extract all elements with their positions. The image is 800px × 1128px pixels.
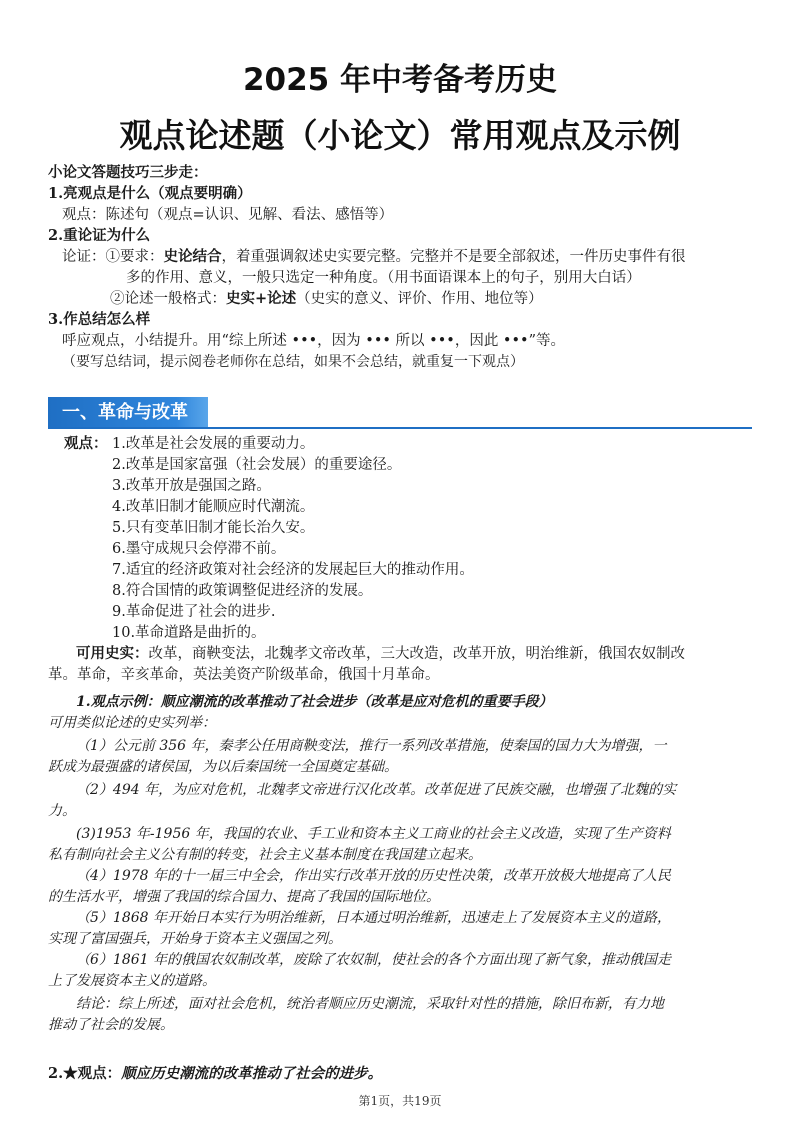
example1-p3a: (3)1953 年-1956 年，我国的农业、手工业和资本主义工商业的社会主义改造，实现了生产资料: [76, 826, 671, 842]
example2-prefix: 2.★观点：: [48, 1065, 122, 1082]
req-bold: 史论结合: [163, 248, 222, 265]
example1-conclusion-b: 推动了社会的发展。: [48, 1017, 174, 1033]
view-item: 4.改革旧制才能顺应时代潮流。: [112, 499, 315, 515]
fmt-prefix: ②论述一般格式：: [110, 291, 226, 307]
views-label: 观点：: [64, 435, 108, 452]
facts-line-2: 革。革命，辛亥革命，英法美资产阶级革命，俄国十月革命。: [48, 667, 440, 683]
fmt-rest: （史实的意义、评价、作用、地位等）: [296, 291, 543, 307]
intro-heading: 小论文答题技巧三步走：: [48, 164, 208, 181]
fmt-bold: 史实+论述: [226, 290, 297, 307]
example1-p4a: （4）1978 年的十一届三中全会，作出实行改革开放的历史性决策，改革开放极大地提高了人民: [76, 868, 671, 884]
step1-title: 1.亮观点是什么（观点要明确）: [48, 185, 252, 202]
section-header-revolution-reform: 一、革命与改革: [48, 397, 208, 429]
view-item: 9.革命促进了社会的进步.: [112, 604, 276, 620]
example1-p2a: （2）494 年，为应对危机，北魏孝文帝进行汉化改革。改革促进了民族交融，也增强了北魏的实: [76, 782, 677, 798]
facts-label: 可用史实：: [76, 645, 149, 662]
section-divider: [48, 427, 752, 429]
view-item: 5.只有变革旧制才能长治久安。: [112, 520, 315, 536]
facts-line-1: [76, 644, 685, 664]
example1-p6a: （6）1861 年的俄国农奴制改革，废除了农奴制，使社会的各个方面出现了新气象，推动俄国走: [76, 952, 671, 968]
example1-p1b: 跃成为最强盛的诸侯国，为以后秦国统一全国奠定基础。: [48, 759, 398, 775]
example1-p6b: 上了发展资本主义的道路。: [48, 973, 216, 989]
example1-p4b: 的生活水平，增强了我国的综合国力、提高了我国的国际地位。: [48, 889, 440, 905]
example2-text: 顺应历史潮流的改革推动了社会的进步。: [121, 1065, 383, 1082]
req-prefix: 论证：①要求：: [62, 249, 164, 265]
view-item: 1.改革是社会发展的重要动力。: [112, 436, 315, 452]
step2-format: [110, 289, 543, 309]
example1-p1a: （1）公元前 356 年，秦孝公任用商鞅变法，推行一系列改革措施，使秦国的国力大为增强，一: [76, 738, 667, 754]
title-line-2: 观点论述题（小论文）常用观点及示例: [119, 116, 681, 155]
example1-p5a: （5）1868 年开始日本实行为明治维新，日本通过明治维新，迅速走上了发展资本主义的道路，: [76, 910, 671, 926]
view-item: 3.改革开放是强国之路。: [112, 478, 271, 494]
example1-conclusion-a: 结论：综上所述，面对社会危机，统治者顺应历史潮流，采取针对性的措施，除旧布新，有力地: [76, 996, 664, 1012]
view-item: 10.革命道路是曲折的。: [112, 625, 266, 641]
view-item: 8.符合国情的政策调整促进经济的发展。: [112, 583, 373, 599]
example1-p2b: 力。: [48, 803, 76, 819]
view-item: 6.墨守成规只会停滞不前。: [112, 541, 286, 557]
step3-text: 呼应观点，小结提升。用“综上所述 •••，因为 ••• 所以 •••，因此 •••”等。: [62, 333, 566, 349]
view-item: 2.改革是国家富强（社会发展）的重要途径。: [112, 457, 402, 473]
step2-requirement: [62, 247, 686, 267]
example1-title: 1.观点示例：顺应潮流的改革推动了社会进步（改革是应对危机的重要手段）: [76, 694, 553, 710]
step3-title: 3.作总结怎么样: [48, 311, 151, 328]
example1-intro: 可用类似论述的史实列举：: [48, 715, 216, 731]
view-item: 7.适宜的经济政策对社会经济的发展起巨大的推动作用。: [112, 562, 474, 578]
step2-requirement-cont: 多的作用、意义，一般只选定一种角度。（用书面语课本上的句子，别用大白话）: [126, 270, 641, 286]
page-number: 第1页，共19页: [358, 1094, 442, 1108]
step2-title: 2.重论证为什么: [48, 227, 151, 244]
step3-note: （要写总结词，提示阅卷老师你在总结，如果不会总结，就重复一下观点）: [62, 354, 524, 370]
req-rest: ，着重强调叙述史实要完整。完整并不是要全部叙述，一件历史事件有很: [221, 249, 686, 265]
example2-line: [48, 1064, 382, 1084]
step1-text: 观点：陈述句（观点=认识、见解、看法、感悟等）: [62, 207, 394, 223]
title-line-1: 2025 年中考备考历史: [242, 62, 558, 98]
example1-p5b: 实现了富国强兵，开始身于资本主义强国之列。: [48, 931, 342, 947]
facts-text: 改革，商鞅变法，北魏孝文帝改革，三大改造，改革开放，明治维新，俄国农奴制改: [148, 646, 685, 662]
example1-p3b: 私有制向社会主义公有制的转变，社会主义基本制度在我国建立起来。: [48, 847, 482, 863]
